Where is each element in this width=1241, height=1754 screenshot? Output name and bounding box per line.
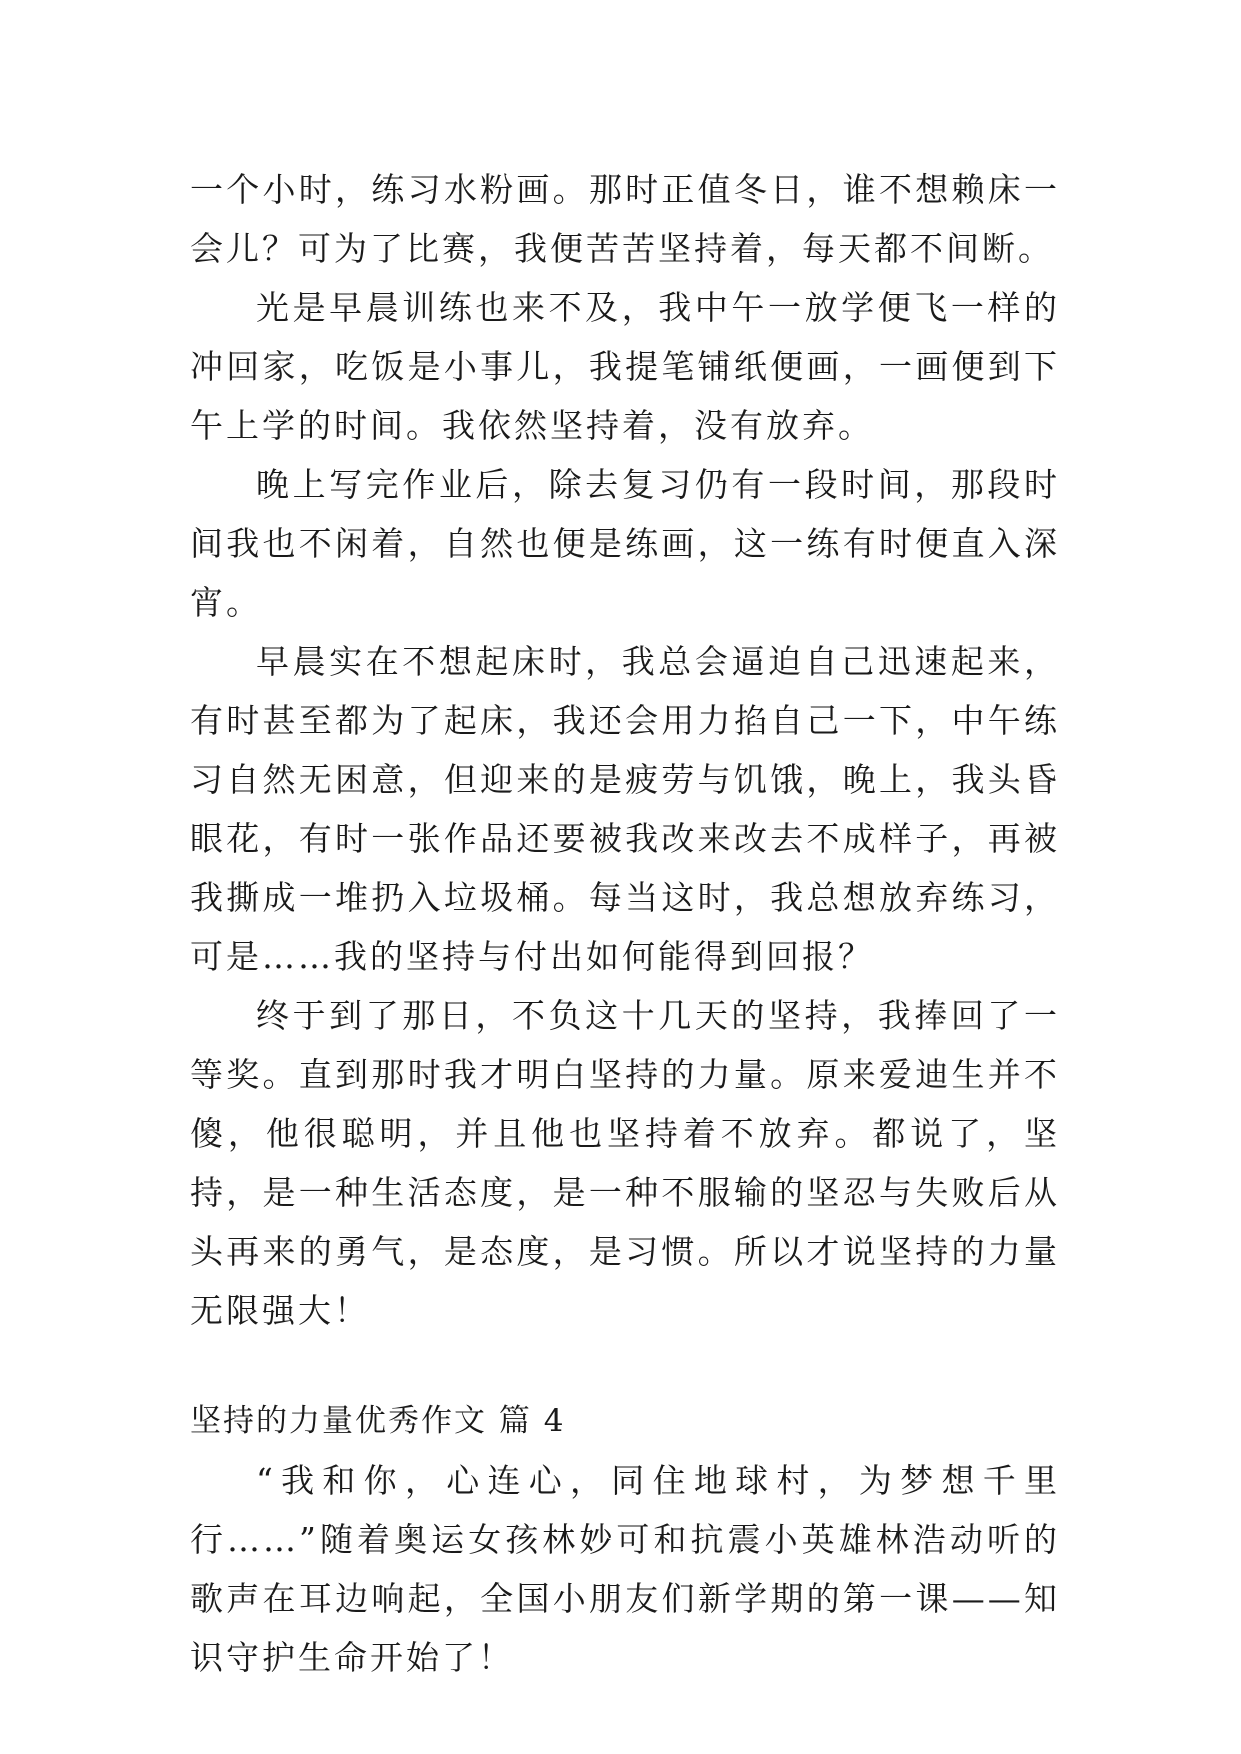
section-gap	[190, 1340, 1060, 1392]
section-heading: 坚持的力量优秀作文 篇 4	[190, 1403, 566, 1439]
paragraph-4: 早晨实在不想起床时，我总会逼迫自己迅速起来，有时甚至都为了起床，我还会用力掐自己一下，中午练习自然无困意，但迎来的是疲劳与饥饿，晚上，我头昏眼花，有时一张作品还要被我改来改去不成样子，再被我撕成一堆扔入垃圾桶。每当这时，我总想放弃练习，可是……我的坚持与付出如何能得到回报？	[190, 642, 1060, 976]
paragraph-6: “我和你，心连心，同住地球村，为梦想千里行……”随着奥运女孩林妙可和抗震小英雄林浩动听的歌声在耳边响起，全国小朋友们新学期的第一课——知识守护生命开始了！	[190, 1461, 1060, 1677]
document-body	[190, 160, 1060, 1687]
paragraph-2: 光是早晨训练也来不及，我中午一放学便飞一样的冲回家，吃饭是小事儿，我提笔铺纸便画，一画便到下午上学的时间。我依然坚持着，没有放弃。	[190, 288, 1060, 445]
paragraph-5: 终于到了那日，不负这十几天的坚持，我捧回了一等奖。直到那时我才明白坚持的力量。原来爱迪生并不傻，他很聪明，并且他也坚持着不放弃。都说了，坚持，是一种生活态度，是一种不服输的坚忍与失败后从头再来的勇气，是态度，是习惯。所以才说坚持的力量无限强大！	[190, 996, 1060, 1330]
paragraph-1: 一个小时，练习水粉画。那时正值冬日，谁不想赖床一会儿？可为了比赛，我便苦苦坚持着，每天都不间断。	[190, 170, 1060, 268]
paragraph-3: 晚上写完作业后，除去复习仍有一段时间，那段时间我也不闲着，自然也便是练画，这一练有时便直入深宵。	[190, 465, 1060, 622]
